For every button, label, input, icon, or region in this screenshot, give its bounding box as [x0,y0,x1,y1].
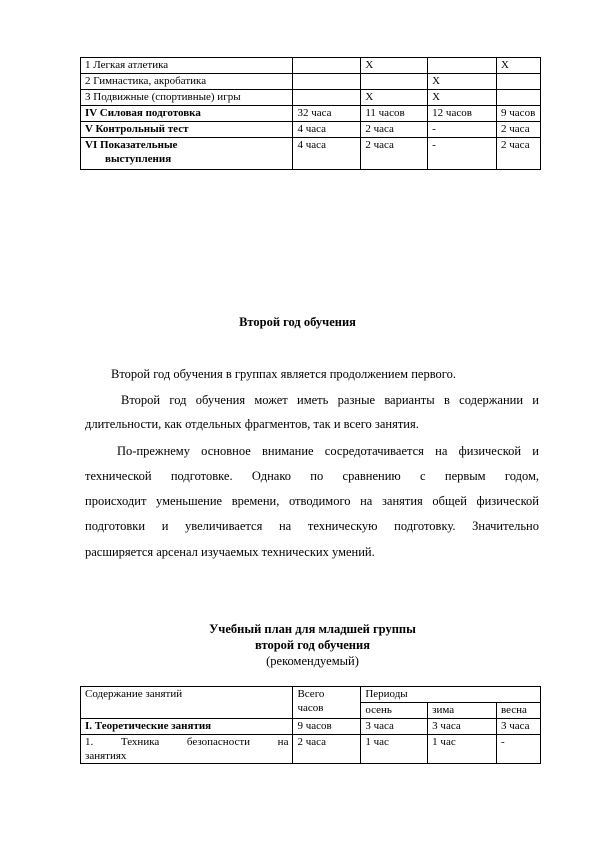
table-cell: 4 часа [293,122,361,138]
table-cell: 1 Легкая атлетика [81,58,293,74]
table-row [81,138,541,170]
table-cell: 2 Гимнастика, акробатика [81,74,293,90]
table-cell [497,74,541,90]
header-cell-winter: зима [428,703,497,719]
table-cell: 9 часов [497,106,541,122]
table-cell: - [497,735,541,764]
paragraph-line: подготовки и увеличивается на техническую подготовку. Значительно [85,519,539,533]
table-cell: V Контрольный тест [81,122,293,138]
table-cell: 3 часа [497,719,541,735]
curriculum-table [80,686,541,764]
paragraph-line: происходит уменьшение времени, отводимого на занятия общей физической [85,494,539,508]
paragraph-line: По-прежнему основное внимание сосредотачивается на физической и [117,444,539,458]
table-cell: 3 часа [361,719,428,735]
table-row [81,74,541,90]
cell-line: выступления [105,153,172,165]
table-cell: - [428,138,497,170]
header-cell-content: Содержание занятий [81,687,293,719]
table-row [81,58,541,74]
table-row [81,90,541,106]
table-cell [361,74,428,90]
table-cell: 32 часа [293,106,361,122]
table-row [81,122,541,138]
cell-line: Всего [297,688,325,700]
table-cell [81,735,293,764]
section-heading: Второй год обучения [239,315,356,329]
table-cell: X [428,90,497,106]
table-cell: 3 Подвижные (спортивные) игры [81,90,293,106]
table-cell [497,90,541,106]
table-cell: 2 часа [361,138,428,170]
header-cell-autumn: осень [361,703,428,719]
header-cell-total [293,687,361,719]
table-row [81,735,541,764]
paragraph-line: технической подготовке. Однако по сравнению с первым годом, [85,469,539,483]
table-cell: 3 часа [428,719,497,735]
header-cell-spring: весна [497,703,541,719]
table-cell: X [361,58,428,74]
table-cell: 9 часов [293,719,361,735]
table-cell: X [361,90,428,106]
cell-line: VI Показательные [85,139,178,151]
table-cell: 2 часа [497,138,541,170]
cell-line: часов [297,702,324,714]
plan-subtitle: второй год обучения [255,638,370,652]
header-cell-periods: Периоды [361,687,541,703]
table-cell: 2 часа [293,735,361,764]
plan-note: (рекомендуемый) [266,654,359,668]
paragraph-line: расширяется арсенал изучаемых технических умений. [85,545,375,559]
table-cell: X [428,74,497,90]
table-cell [293,74,361,90]
table-row [81,719,541,735]
cell-line: занятиях [85,750,127,762]
paragraph-line: длительности, как отдельных фрагментов, так и всего занятия. [85,417,419,431]
table-cell: 2 часа [361,122,428,138]
table-cell: 1 час [428,735,497,764]
table-cell: 4 часа [293,138,361,170]
table-cell [293,90,361,106]
table-cell [293,58,361,74]
table-cell: 11 часов [361,106,428,122]
plan-title: Учебный план для младшей группы [209,622,416,636]
table-cell: IV Силовая подготовка [81,106,293,122]
table-row [81,106,541,122]
table-cell: 2 часа [497,122,541,138]
table-header-row [81,687,541,703]
table-cell: X [497,58,541,74]
table-cell [428,58,497,74]
table-cell: 1 час [361,735,428,764]
table-cell [81,138,293,170]
schedule-table-top [80,57,541,170]
paragraph-line: Второй год обучения может иметь разные варианты в содержании и [121,393,539,407]
cell-line: 1. Техника безопасности на [85,736,289,748]
table-cell: I. Теоретические занятия [81,719,293,735]
paragraph: Второй год обучения в группах является продолжением первого. [111,367,456,381]
table-cell: - [428,122,497,138]
table-cell: 12 часов [428,106,497,122]
